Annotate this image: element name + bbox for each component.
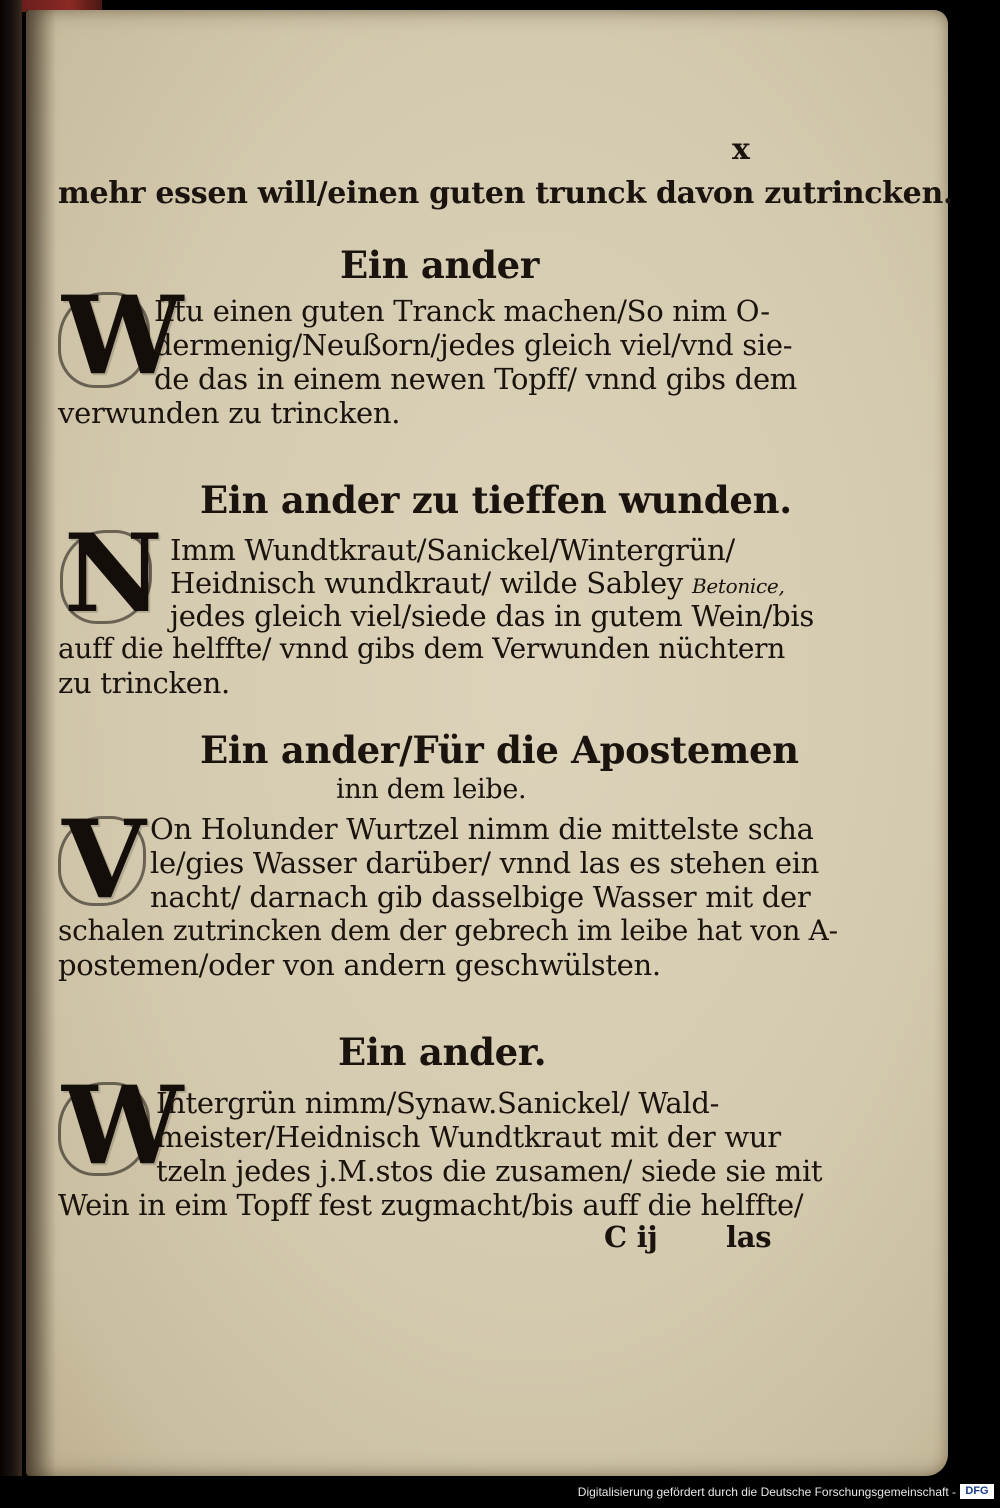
text-line: verwunden zu trincken. xyxy=(58,396,401,430)
funding-credit: Digitalisierung gefördert durch die Deutsche Forschungsgemeinschaft - xyxy=(577,1485,956,1499)
catchword: las xyxy=(726,1220,772,1254)
folio-number: x xyxy=(732,132,750,167)
text-line: dermenig/Neußorn/jedes gleich viel/vnd sie- xyxy=(154,328,793,362)
text-line: auff die helffte/ vnnd gibs dem Verwunden nüchtern xyxy=(58,632,785,665)
text-line: tzeln jedes j.M.stos die zusamen/ siede sie mit xyxy=(156,1154,823,1188)
text-line: Imm Wundtkraut/Sanickel/Wintergrün/ xyxy=(170,533,735,567)
section-heading: Ein ander/Für die Apostemen xyxy=(200,728,799,772)
drop-initial: N xyxy=(64,511,163,637)
top-line: mehr essen will/einen guten trunck davon zutrincken. xyxy=(58,176,954,211)
text-line: On Holunder Wurtzel nimm die mittelste scha xyxy=(150,812,814,846)
text-line-main: Heidnisch wundkraut/ wilde Sabley xyxy=(170,566,684,600)
section-heading: Ein ander xyxy=(340,243,540,287)
text-line xyxy=(170,566,785,603)
text-line: meister/Heidnisch Wundtkraut mit der wur xyxy=(156,1120,781,1154)
text-line: Wein in eim Topff fest zugmacht/bis auff die helffte/ xyxy=(58,1188,804,1222)
text-line: zu trincken. xyxy=(58,666,230,700)
section-heading: Ein ander. xyxy=(338,1030,547,1074)
text-line: nacht/ darnach gib dasselbige Wasser mit der xyxy=(150,880,811,914)
text-line: de das in einem newen Topff/ vnnd gibs dem xyxy=(154,362,798,396)
section-subheading: inn dem leibe. xyxy=(336,774,527,805)
drop-initial: V xyxy=(62,797,146,923)
text-line: Iltu einen guten Tranck machen/So nim O- xyxy=(154,294,770,328)
text-line: le/gies Wasser darüber/ vnnd las es stehen ein xyxy=(150,846,820,880)
drop-initial: W xyxy=(62,1063,184,1189)
footer-bar xyxy=(0,1476,1000,1508)
book-spine xyxy=(0,0,22,1508)
page-gutter-shadow xyxy=(26,10,56,1476)
text-line: Intergrün nimm/Synaw.Sanickel/ Wald- xyxy=(156,1086,720,1120)
section-heading: Ein ander zu tieffen wunden. xyxy=(200,478,792,522)
drop-initial: W xyxy=(62,273,184,399)
text-line: schalen zutrincken dem der gebrech im leibe hat von A- xyxy=(58,914,838,947)
text-line: postemen/oder von andern geschwülsten. xyxy=(58,948,661,982)
signature-mark: C ij xyxy=(604,1220,658,1254)
dfg-logo: DFG xyxy=(960,1484,994,1499)
latin-word: Betonice, xyxy=(691,574,785,598)
text-line: jedes gleich viel/siede das in gutem Wein/bis xyxy=(170,599,814,633)
